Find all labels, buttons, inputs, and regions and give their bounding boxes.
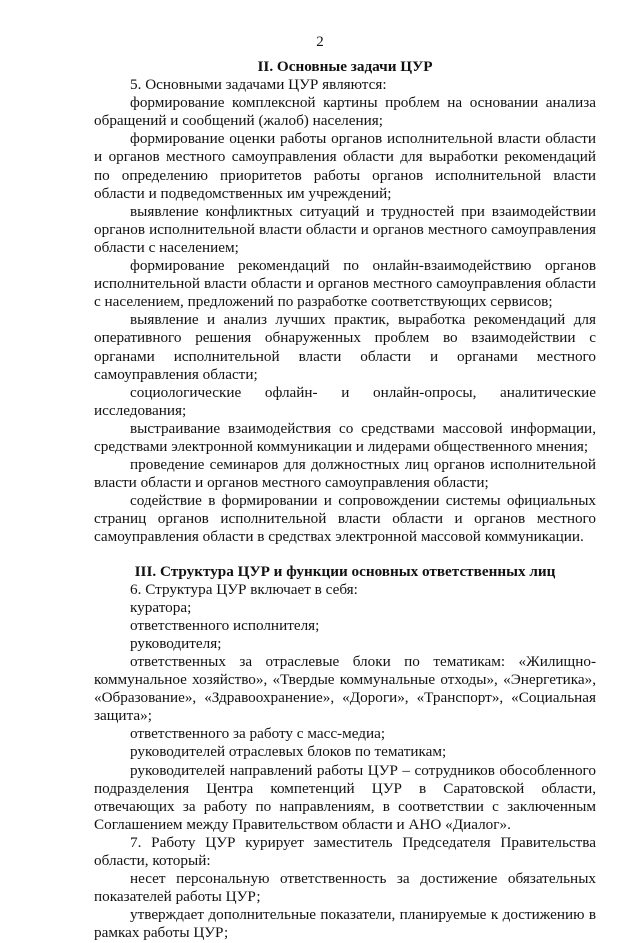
paragraph: 7. Работу ЦУР курирует заместитель Председателя Правительства области, который: [94, 833, 596, 870]
paragraph: утверждает дополнительные показатели, планируемые к достижению в рамках работы ЦУР; [94, 906, 596, 942]
paragraph: ответственного исполнителя; [130, 616, 320, 634]
paragraph: куратора; [130, 598, 192, 616]
paragraph: ответственных за отраслевые блоки по тематикам: «Жилищно-коммунальное хозяйство», «Твердые коммунальные отходы», «Энергетика», «Образование», «Здравоохранение», «Дороги», «Транспорт», «Социальная защита»; [94, 653, 596, 725]
paragraph: ответственного за работу с масс-медиа; [130, 725, 386, 743]
paragraph: выстраивание взаимодействия со средствами массовой информации, средствами электронной коммуникации и лидерами общественного мнения; [94, 419, 596, 455]
paragraph: формирование оценки работы органов исполнительной власти области и органов местного самоуправления области для выработки рекомендаций по определению приоритетов работы органов исполнительной власти области и подведомственных им учреждений; [94, 130, 596, 202]
paragraph: содействие в формировании и сопровождении системы официальных страниц органов исполнительной власти области и органов местного самоуправления области в средствах электронной массовой коммуникации. [94, 492, 596, 546]
page-number: 2 [316, 34, 324, 50]
paragraph: проведение семинаров для должностных лиц органов исполнительной власти области и органов местного самоуправления области; [94, 456, 596, 492]
section-3-heading: III. Структура ЦУР и функции основных ответственных лиц [134, 562, 556, 580]
paragraph: выявление и анализ лучших практик, выработка рекомендаций для оперативного решения обнаруженных проблем во взаимодействии с органами исполнительной власти области и органами местного самоуправления области; [94, 311, 596, 383]
paragraph: выявление конфликтных ситуаций и трудностей при взаимодействии органов исполнительной власти области и органов местного самоуправления области с населением; [94, 202, 596, 256]
paragraph: формирование комплексной картины проблем на основании анализа обращений и сообщений (жалоб) населения; [94, 94, 596, 130]
paragraph: социологические офлайн- и онлайн-опросы, аналитические исследования; [94, 383, 596, 419]
paragraph: руководителей отраслевых блоков по тематикам; [130, 743, 447, 761]
paragraph: 5. Основными задачами ЦУР являются: [130, 76, 387, 94]
document-body [94, 58, 596, 943]
paragraph: руководителя; [130, 634, 222, 652]
paragraph: формирование рекомендаций по онлайн-взаимодействию органов исполнительной власти области и органов местного самоуправления области с населением, предложений по разработке соответствующих сервисов; [94, 257, 596, 311]
section-2-heading: II. Основные задачи ЦУР [257, 58, 433, 75]
paragraph: несет персональную ответственность за достижение обязательных показателей работы ЦУР; [94, 870, 596, 906]
paragraph: руководителей направлений работы ЦУР – сотрудников обособленного подразделения Центра компетенций ЦУР в Саратовской области, отвечающих за работу по направлениям, в соответствии с заключенным Соглашением между Правительством области и АНО «Диалог». [94, 761, 596, 833]
paragraph: 6. Структура ЦУР включает в себя: [130, 580, 358, 598]
